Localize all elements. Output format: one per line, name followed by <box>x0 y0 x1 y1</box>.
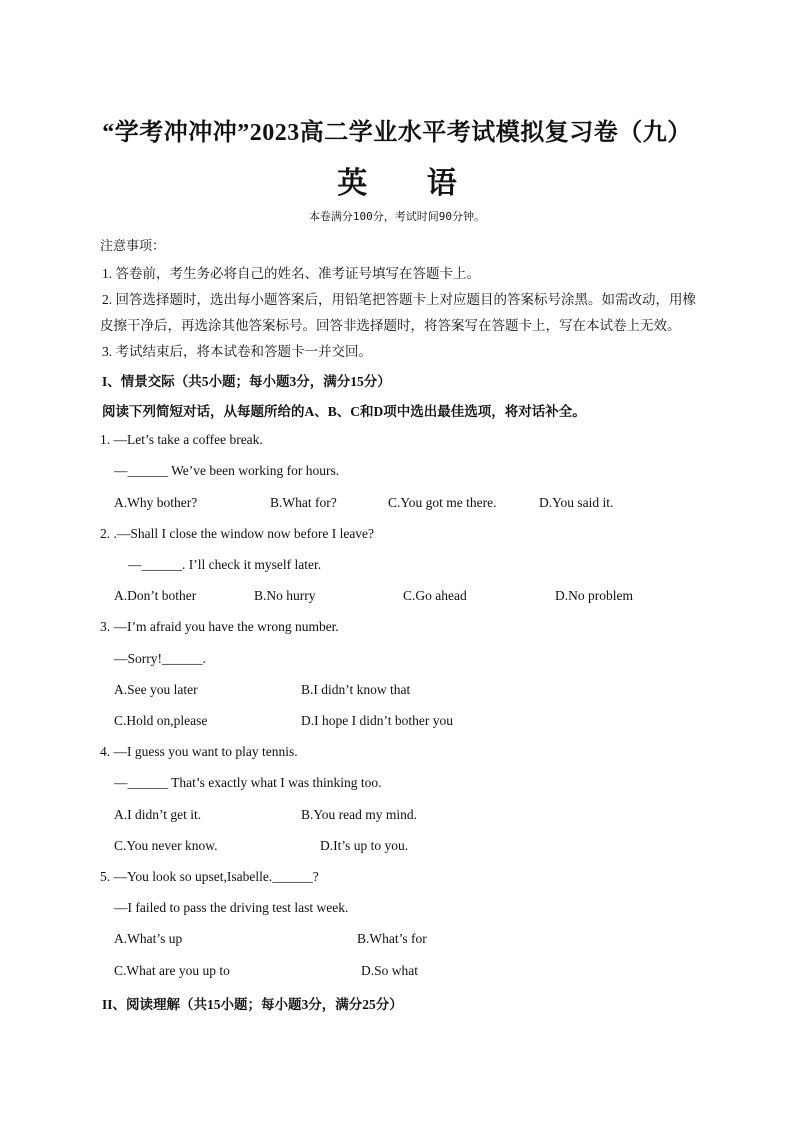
question-2-option-c: C.Go ahead <box>403 588 467 603</box>
question-1-option-b: B.What for? <box>270 495 337 510</box>
question-5-option-c: C.What are you up to <box>114 963 230 978</box>
question-4-option-b: B.You read my mind. <box>301 807 418 822</box>
question-1-reply: —______ We’ve been working for hours. <box>114 463 340 478</box>
section-1-heading: I、情景交际（共5小题；每小题3分，满分15分） <box>102 374 391 389</box>
question-2-option-a: A.Don’t bother <box>114 588 197 603</box>
question-1-option-a: A.Why bother? <box>114 495 198 510</box>
subject-title: 英 语 <box>337 167 483 200</box>
question-5-option-d: D.So what <box>361 963 418 978</box>
question-5-reply: —I failed to pass the driving test last week. <box>114 900 349 915</box>
note-item-1: 1. 答卷前，考生务必将自己的姓名、准考证号填写在答题卡上。 <box>102 266 480 281</box>
question-3-option-d: D.I hope I didn’t bother you <box>301 713 453 728</box>
section-2-heading: II、阅读理解（共15小题；每小题3分，满分25分） <box>102 997 403 1012</box>
question-2-option-b: B.No hurry <box>254 588 316 603</box>
note-item-2-cont: 皮擦干净后，再选涂其他答案标号。回答非选择题时，将答案写在答题卡上，写在本试卷上无效。 <box>100 318 681 333</box>
question-1-prompt: 1. —Let’s take a coffee break. <box>100 432 263 447</box>
exam-title: “学考冲冲冲”2023高二学业水平考试模拟复习卷（九） <box>102 120 692 146</box>
question-5-option-b: B.What’s for <box>357 931 427 946</box>
question-2-prompt: 2. .—Shall I close the window now before I leave? <box>100 526 375 541</box>
notes-heading: 注意事项： <box>100 238 166 253</box>
question-4-prompt: 4. —I guess you want to play tennis. <box>100 744 298 759</box>
question-2-reply: —______. I’ll check it myself later. <box>128 557 322 572</box>
question-4-option-a: A.I didn’t get it. <box>114 807 202 822</box>
question-3-option-b: B.I didn’t know that <box>301 682 411 697</box>
note-item-2: 2. 回答选择题时，选出每小题答案后，用铅笔把答题卡上对应题目的答案标号涂黑。如需改动，用橡 <box>102 292 696 307</box>
question-5-option-a: A.What’s up <box>114 931 183 946</box>
question-4-option-d: D.It’s up to you. <box>320 838 409 853</box>
section-1-instruction: 阅读下列简短对话，从每题所给的A、B、C和D项中选出最佳选项，将对话补全。 <box>102 404 586 419</box>
question-3-reply: —Sorry!______. <box>114 651 206 666</box>
question-1-option-c: C.You got me there. <box>388 495 497 510</box>
question-4-reply: —______ That’s exactly what I was thinking too. <box>114 775 382 790</box>
question-1-option-d: D.You said it. <box>539 495 614 510</box>
exam-info: 本卷满分100分，考试时间90分钟。 <box>308 210 486 223</box>
question-3-option-c: C.Hold on,please <box>114 713 208 728</box>
question-2-option-d: D.No problem <box>555 588 633 603</box>
question-3-option-a: A.See you later <box>114 682 198 697</box>
question-4-option-c: C.You never know. <box>114 838 218 853</box>
note-item-3: 3. 考试结束后，将本试卷和答题卡一并交回。 <box>102 344 372 359</box>
question-5-prompt: 5. —You look so upset,Isabelle.______? <box>100 869 319 884</box>
question-3-prompt: 3. —I’m afraid you have the wrong number. <box>100 619 339 634</box>
